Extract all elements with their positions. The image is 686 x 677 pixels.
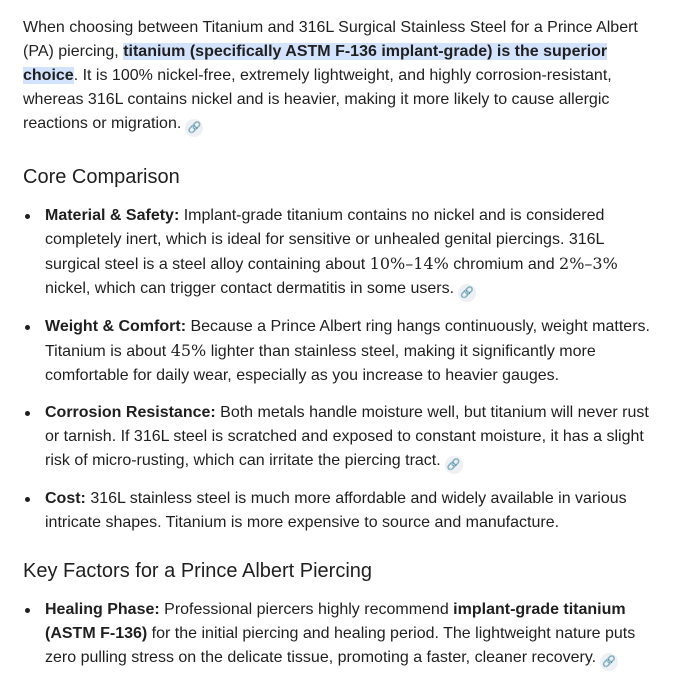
- item-math: 45%: [170, 341, 207, 360]
- list-item-cost: [23, 487, 662, 535]
- intro-paragraph: [23, 16, 662, 137]
- bullet: [25, 325, 30, 330]
- item-label: Weight & Comfort:: [45, 318, 187, 335]
- bullet: [25, 497, 30, 502]
- section-title-core-comparison: Core Comparison: [23, 166, 180, 188]
- item-label: Material & Safety:: [45, 207, 180, 224]
- link-icon[interactable]: 🔗: [458, 284, 476, 302]
- intro-highlight: titanium (specifically ASTM F-136 implant-grade) is the superior choice: [23, 43, 608, 84]
- item-text: 316L stainless steel is much more affordable and widely available in various intricate shapes. Titanium is more expensive to source and manufacture.: [45, 490, 627, 531]
- item-label: Cost:: [45, 490, 86, 507]
- link-icon[interactable]: 🔗: [600, 653, 618, 671]
- item-text: Because a Prince Albert ring hangs continuously, weight matters. Titanium is about: [45, 318, 650, 360]
- item-text: Implant-grade titanium contains no nickel and is considered completely inert, which is ideal for sensitive or unhealed genital piercings. 316L surgical steel is a steel alloy containing about: [45, 207, 605, 273]
- item-math: 2%–3%: [559, 254, 618, 273]
- item-math: 10%–14%: [369, 254, 449, 273]
- list-item-material-safety: [23, 204, 662, 302]
- item-bold-text: implant-grade titanium (ASTM F-136): [45, 601, 626, 642]
- bullet: [25, 608, 30, 613]
- core-comparison-list: [23, 204, 662, 535]
- item-text: nickel, which can trigger contact dermatitis in some users.: [45, 280, 455, 297]
- intro-text: When choosing between Titanium and 316L Surgical Stainless Steel for a Prince Albert (PA) piercing,: [23, 19, 638, 60]
- bullet: [25, 214, 30, 219]
- item-text: for the initial piercing and healing period. The lightweight nature puts zero pulling stress on the delicate tissue, promoting a faster, cleaner recovery.: [45, 625, 636, 666]
- link-icon[interactable]: 🔗: [445, 456, 463, 474]
- intro-text-2: . It is 100% nickel-free, extremely lightweight, and highly corrosion-resistant, whereas 316L contains nickel and is heavier, making it more likely to cause allergic reactions or migration.: [23, 67, 612, 132]
- section-title-key-factors: Key Factors for a Prince Albert Piercing: [23, 560, 373, 582]
- key-factors-list: [23, 598, 662, 671]
- list-item-corrosion-resistance: [23, 401, 662, 474]
- list-item-healing-phase: [23, 598, 662, 671]
- item-text: Professional piercers highly recommend: [159, 601, 454, 618]
- item-text: lighter than stainless steel, making it significantly more comfortable for daily wear, especially as you increase to heavier gauges.: [45, 343, 596, 384]
- item-label: Corrosion Resistance:: [45, 404, 216, 421]
- bullet: [25, 411, 30, 416]
- item-text: Both metals handle moisture well, but titanium will never rust or tarnish. If 316L steel is scratched and exposed to constant moisture, it has a slight risk of micro-rusting, which can irritate the piercing tract.: [45, 404, 649, 469]
- link-icon[interactable]: 🔗: [185, 119, 203, 137]
- item-label: Healing Phase:: [45, 601, 160, 618]
- item-text: chromium and: [448, 256, 560, 273]
- list-item-weight-comfort: [23, 315, 662, 388]
